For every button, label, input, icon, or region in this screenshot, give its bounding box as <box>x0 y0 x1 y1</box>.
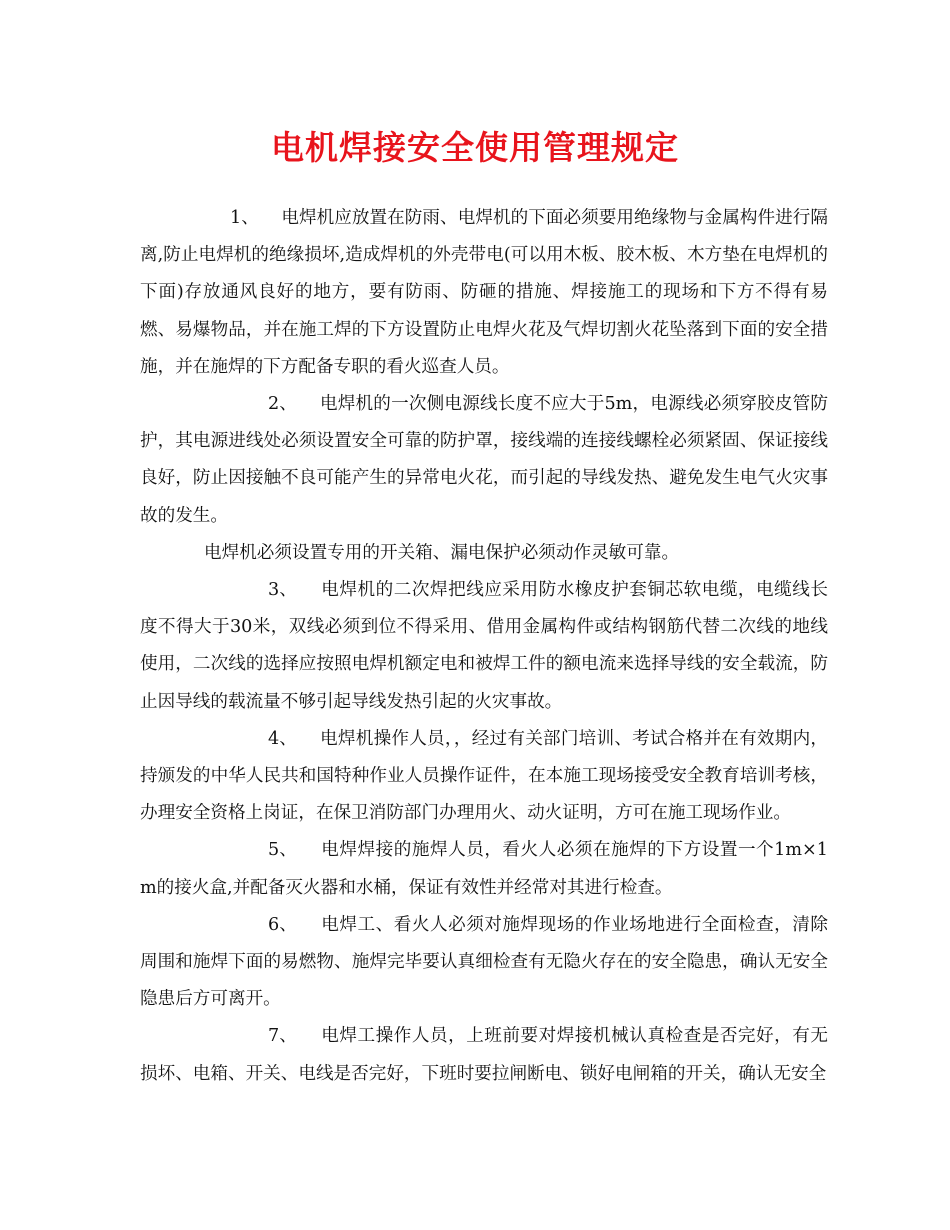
paragraph-text: 电焊焊接的施焊人员，看火人必须在施焊的下方设置一个1m×1m的接火盒,并配备灭火器和水桶，保证有效性并经常对其进行检查。 <box>140 840 828 898</box>
paragraph-number: 5、 <box>268 840 297 861</box>
paragraph-number: 1、 <box>230 208 259 228</box>
paragraph-4 <box>140 721 828 833</box>
document-body <box>140 200 828 1093</box>
paragraph-number: 6、 <box>268 914 297 935</box>
paragraph-2-note <box>140 535 828 572</box>
paragraph-2 <box>140 386 828 535</box>
paragraph-3 <box>140 572 828 721</box>
paragraph-6 <box>140 907 828 1019</box>
paragraph-text: 电焊机的二次焊把线应采用防水橡皮护套铜芯软电缆，电缆线长度不得大于30米，双线必须到位不得采用、借用金属构件或结构钢筋代替二次线的地线使用，二次线的选择应按照电焊机额定电和被焊工件的额电流来选择导线的安全载流，防止因导线的载流量不够引起导线发热引起的火灾事故。 <box>140 580 828 712</box>
paragraph-1 <box>140 200 828 386</box>
paragraph-text: 电焊机应放置在防雨、电焊机的下面必须要用绝缘物与金属构件进行隔离,防止电焊机的绝缘损坏,造成焊机的外壳带电(可以用木板、胶木板、木方垫在电焊机的下面)存放通风良好的地方，要有防雨、防砸的措施、焊接施工的现场和下方不得有易燃、易爆物品，并在施工焊的下方设置防止电焊火花及气焊切割火花坠落到下面的安全措施，并在施焊的下方配备专职的看火巡查人员。 <box>140 208 828 377</box>
paragraph-text: 电焊机的一次侧电源线长度不应大于5m，电源线必须穿胶皮管防护，其电源进线处必须设置安全可靠的防护罩，接线端的连接线螺栓必须紧固、保证接线良好，防止因接触不良可能产生的异常电火花，而引起的导线发热、避免发生电气火灾事故的发生。 <box>140 394 828 526</box>
paragraph-number: 4、 <box>268 728 297 749</box>
paragraph-number: 3、 <box>268 580 297 601</box>
paragraph-number: 7、 <box>268 1026 297 1047</box>
paragraph-number: 2、 <box>268 394 297 415</box>
paragraph-text: 电焊工操作人员，上班前要对焊接机械认真检查是否完好，有无损坏、电箱、开关、电线是否完好，下班时要拉闸断电、锁好电闸箱的开关，确认无安全 <box>140 1026 828 1084</box>
paragraph-text: 电焊机操作人员，，经过有关部门培训、考试合格并在有效期内，持颁发的中华人民共和国特种作业人员操作证件，在本施工现场接受安全教育培训考核，办理安全资格上岗证，在保卫消防部门办理用火、动火证明，方可在施工现场作业。 <box>140 728 828 824</box>
paragraph-5 <box>140 832 828 906</box>
paragraph-text: 电焊工、看火人必须对施焊现场的作业场地进行全面检查，清除周围和施焊下面的易燃物、施焊完毕要认真细检查有无隐火存在的安全隐患，确认无安全隐患后方可离开。 <box>140 914 828 1010</box>
paragraph-7 <box>140 1018 828 1092</box>
paragraph-text: 电焊机必须设置专用的开关箱、漏电保护必须动作灵敏可靠。 <box>204 542 680 563</box>
document-title: 电机焊接安全使用管理规定 <box>271 128 679 167</box>
